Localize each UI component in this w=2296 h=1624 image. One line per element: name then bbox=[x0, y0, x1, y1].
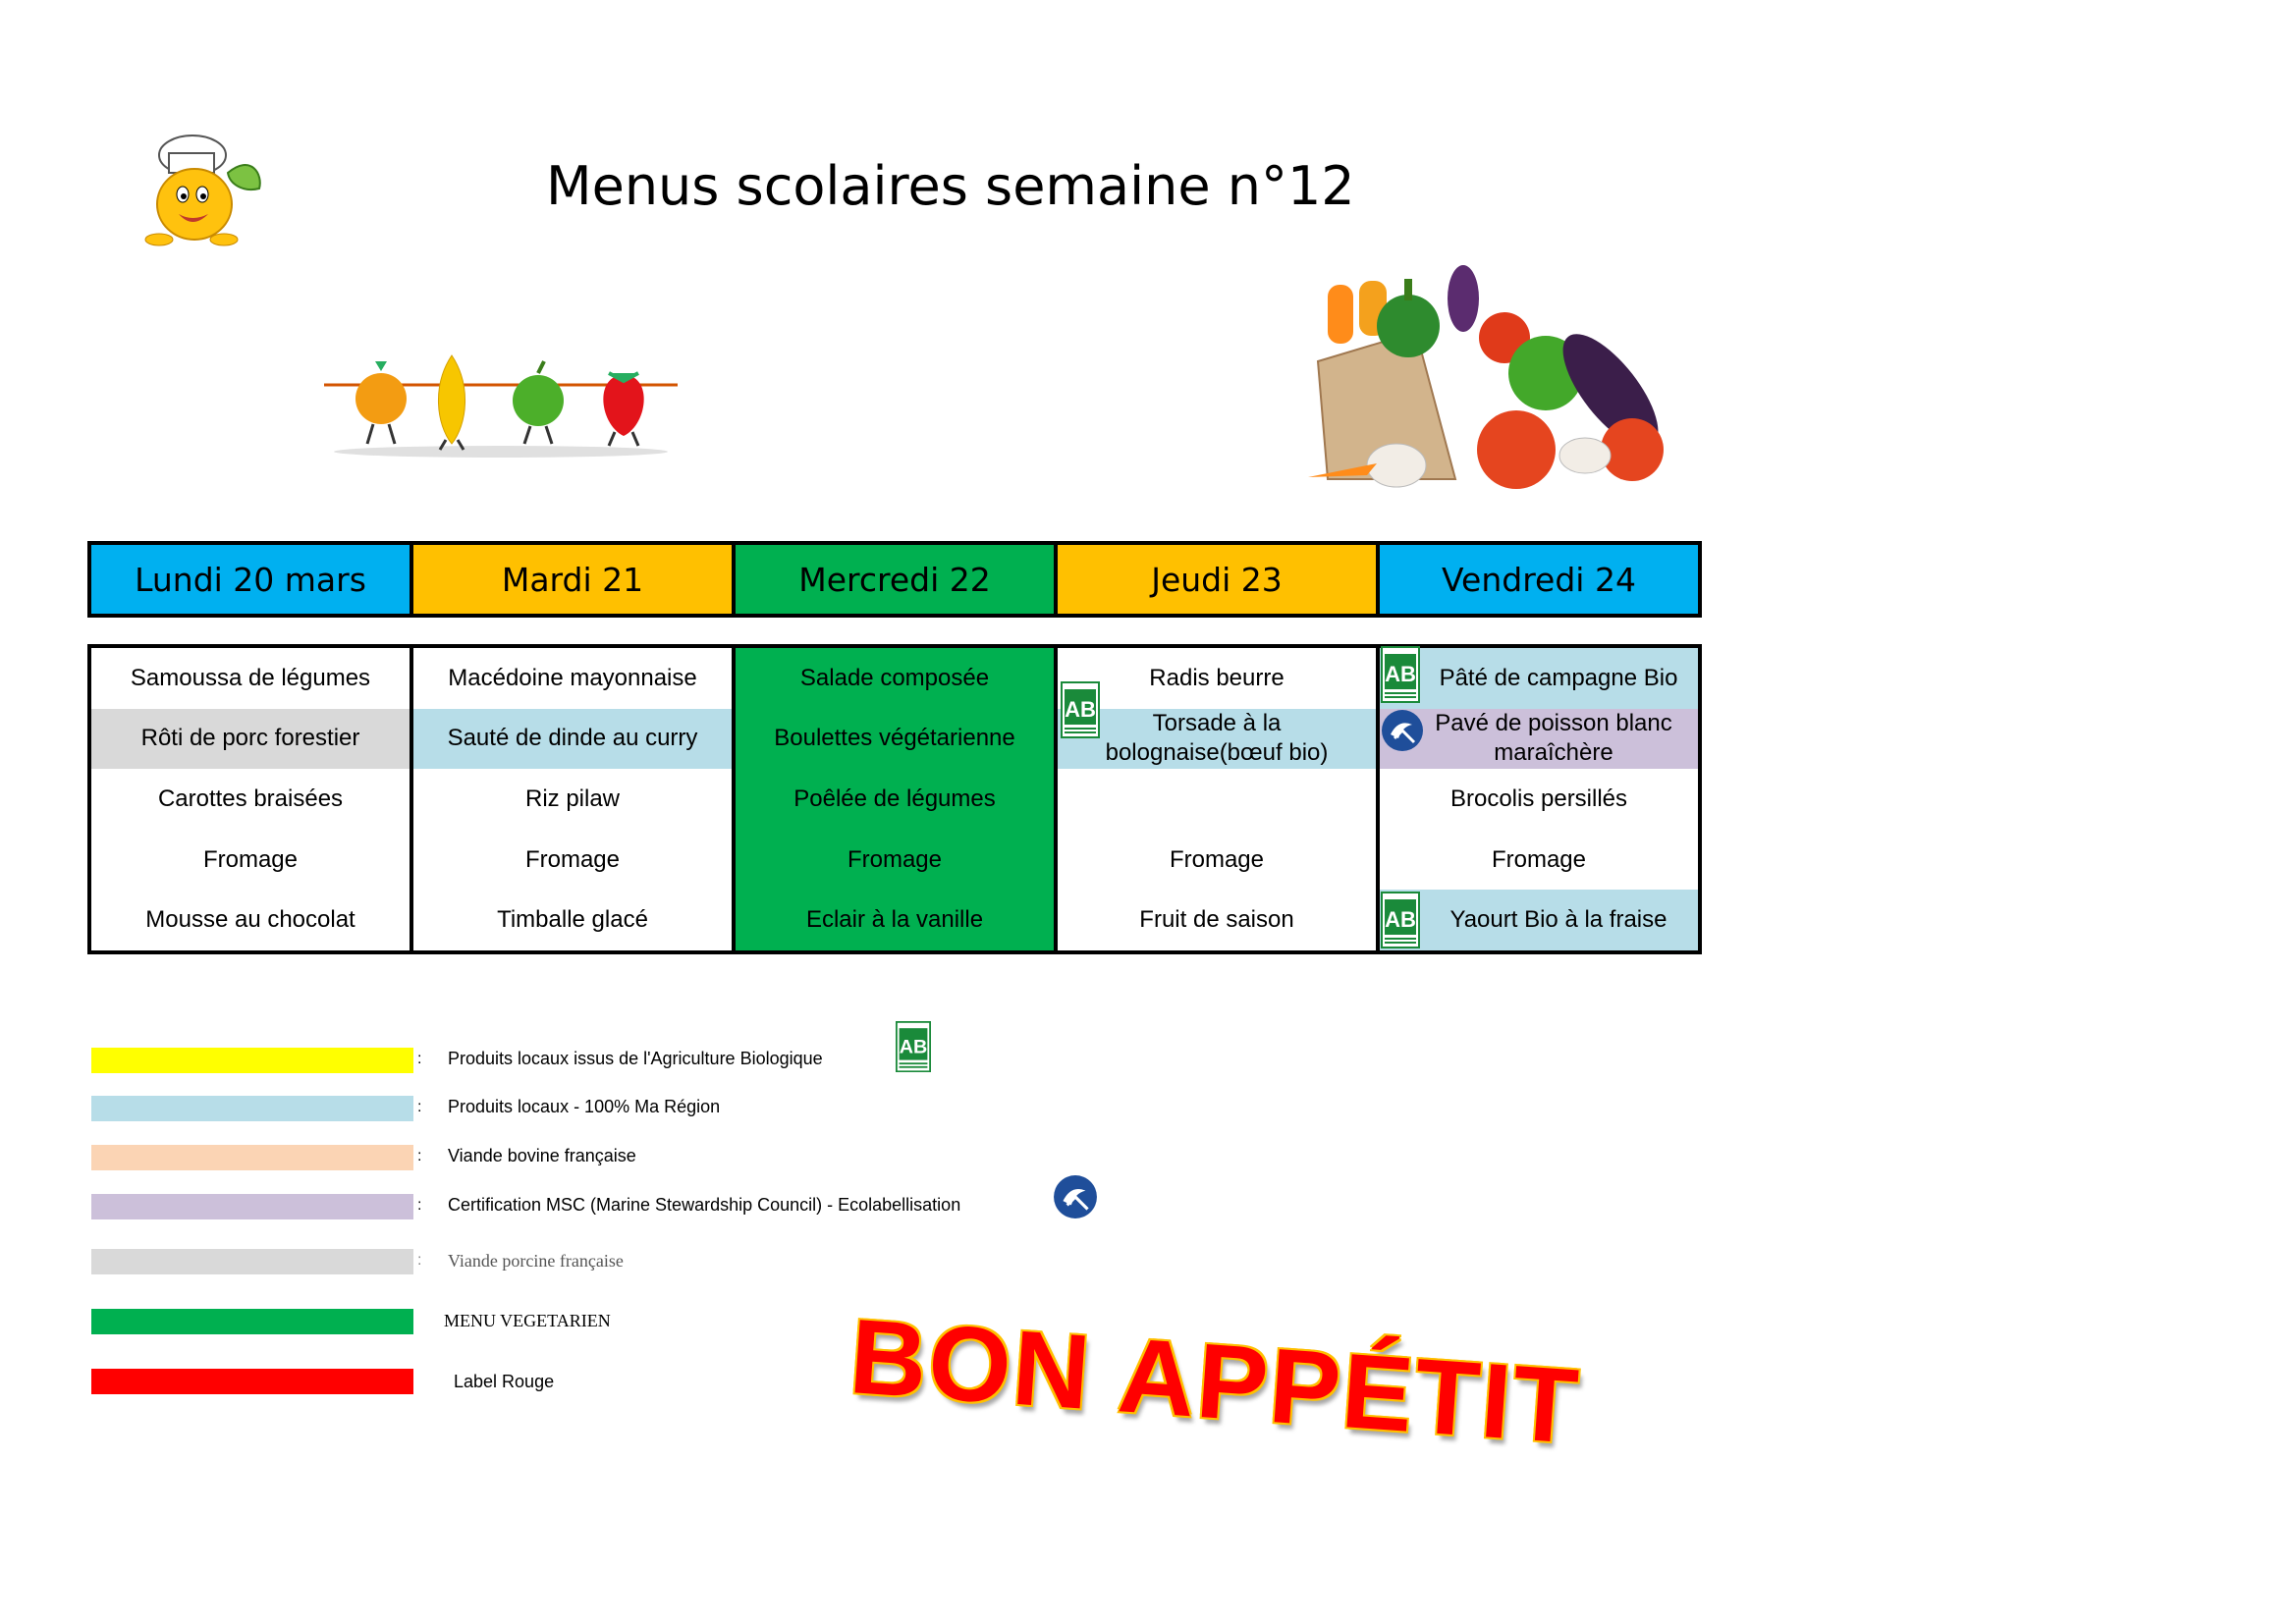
menu-item bbox=[736, 648, 1054, 709]
menu-item bbox=[413, 709, 732, 770]
legend-colon: : bbox=[417, 1252, 422, 1269]
legend-colon: : bbox=[417, 1099, 422, 1115]
legend-swatch bbox=[91, 1249, 413, 1274]
menu-item-text: Sauté de dinde au curry bbox=[447, 725, 698, 752]
legend-label: Viande porcine française bbox=[448, 1251, 624, 1271]
legend-label: MENU VEGETARIEN bbox=[444, 1311, 611, 1330]
legend-colon: : bbox=[417, 1197, 422, 1214]
menu-item bbox=[736, 830, 1054, 891]
legend-colon: : bbox=[417, 1051, 422, 1067]
menu-column-mardi bbox=[413, 648, 736, 950]
day-header-mercredi: Mercredi 22 bbox=[736, 545, 1058, 614]
chef-mascot-icon bbox=[134, 124, 267, 251]
menu-item bbox=[1058, 709, 1376, 770]
menu-item bbox=[91, 769, 410, 830]
ab-logo-icon bbox=[1381, 646, 1420, 707]
ab-logo-icon bbox=[1061, 681, 1100, 742]
legend-label: Certification MSC (Marine Stewardship Council) - Ecolabellisation bbox=[448, 1195, 961, 1215]
menu-item-text: Poêlée de légumes bbox=[793, 785, 996, 812]
menu-item bbox=[1380, 709, 1698, 770]
menu-item bbox=[1380, 769, 1698, 830]
menu-item-text: Fromage bbox=[524, 845, 621, 873]
menu-item bbox=[413, 769, 732, 830]
bon-appetit-text: BON APPÉTIT bbox=[846, 1296, 1584, 1466]
menu-item bbox=[1380, 648, 1698, 709]
menu-item bbox=[1058, 830, 1376, 891]
menu-item-text: Samoussa de légumes bbox=[130, 664, 371, 691]
day-header-mardi: Mardi 21 bbox=[413, 545, 736, 614]
dancing-fruits-icon bbox=[314, 346, 687, 463]
legend-label: Produits locaux - 100% Ma Région bbox=[448, 1097, 721, 1116]
legend-swatch bbox=[91, 1048, 413, 1073]
menu-item-text: Fromage bbox=[1169, 845, 1265, 873]
menu-item bbox=[91, 830, 410, 891]
menu-item-text: Salade composée bbox=[799, 664, 990, 691]
menu-item-text: Rôti de porc forestier bbox=[140, 725, 360, 752]
menu-item-text: Pavé de poisson blanc maraîchère bbox=[1435, 710, 1672, 767]
legend-swatch bbox=[91, 1309, 413, 1334]
ab-logo-icon bbox=[896, 1021, 931, 1076]
menu-item-text: Eclair à la vanille bbox=[805, 906, 984, 934]
menu-item bbox=[413, 830, 732, 891]
ab-logo-icon bbox=[1381, 892, 1420, 952]
svg-text:AB: AB bbox=[1065, 697, 1096, 722]
menu-item-text: Carottes braisées bbox=[157, 785, 344, 812]
menu-item-text: Boulettes végétarienne bbox=[774, 725, 1015, 752]
menu-item-text: Radis beurre bbox=[1149, 664, 1285, 691]
legend-swatch bbox=[91, 1096, 413, 1121]
menu-item-text: Brocolis persillés bbox=[1449, 785, 1628, 812]
legend-colon: : bbox=[417, 1148, 422, 1164]
day-header-jeudi: Jeudi 23 bbox=[1058, 545, 1380, 614]
page-title: Menus scolaires semaine n°12 bbox=[546, 155, 1355, 217]
menu-item bbox=[91, 890, 410, 950]
menu-item-text: Pâté de campagne Bio bbox=[1439, 664, 1678, 691]
legend-label: Produits locaux issus de l'Agriculture Biologique bbox=[448, 1049, 823, 1068]
menu-item bbox=[413, 648, 732, 709]
menu-item-text: Fromage bbox=[847, 845, 943, 873]
legend-label: Label Rouge bbox=[454, 1372, 555, 1391]
menu-column-mercredi bbox=[736, 648, 1058, 950]
vegetable-bag-icon bbox=[1298, 263, 1671, 499]
menu-table bbox=[87, 644, 1702, 954]
menu-item-text: Yaourt Bio à la fraise bbox=[1449, 906, 1667, 934]
menu-item bbox=[91, 709, 410, 770]
menu-column-lundi bbox=[91, 648, 413, 950]
menu-item bbox=[1058, 890, 1376, 950]
menu-item-text: Timballe glacé bbox=[497, 906, 648, 934]
menu-item-text: Fruit de saison bbox=[1139, 906, 1294, 934]
menu-item bbox=[91, 648, 410, 709]
day-header-lundi: Lundi 20 mars bbox=[91, 545, 413, 614]
menu-item-text: Fromage bbox=[202, 845, 299, 873]
legend-label: Viande bovine française bbox=[448, 1146, 636, 1165]
msc-logo-icon bbox=[1053, 1174, 1098, 1223]
menu-column-jeudi bbox=[1058, 648, 1380, 950]
svg-text:AB: AB bbox=[1385, 662, 1416, 686]
legend-swatch bbox=[91, 1145, 413, 1170]
menu-item-text: Macédoine mayonnaise bbox=[448, 664, 697, 691]
menu-item bbox=[1058, 648, 1376, 709]
menu-item bbox=[736, 769, 1054, 830]
legend-swatch bbox=[91, 1369, 413, 1394]
menu-item bbox=[736, 709, 1054, 770]
menu-item bbox=[413, 890, 732, 950]
legend-swatch bbox=[91, 1194, 413, 1219]
msc-logo-icon bbox=[1381, 709, 1424, 756]
menu-item bbox=[1380, 890, 1698, 950]
menu-item-text: Fromage bbox=[1491, 845, 1587, 873]
day-header-row bbox=[87, 541, 1702, 618]
menu-column-vendredi bbox=[1380, 648, 1698, 950]
menu-item bbox=[736, 890, 1054, 950]
menu-item bbox=[1058, 769, 1376, 830]
menu-item-text: Mousse au chocolat bbox=[145, 906, 355, 934]
menu-item bbox=[1380, 830, 1698, 891]
svg-text:AB: AB bbox=[1385, 907, 1416, 932]
day-header-vendredi: Vendredi 24 bbox=[1380, 545, 1698, 614]
svg-text:AB: AB bbox=[899, 1036, 928, 1058]
menu-item-text: Torsade à la bolognaise(bœuf bio) bbox=[1105, 710, 1329, 767]
menu-item-text: Riz pilaw bbox=[524, 785, 621, 812]
